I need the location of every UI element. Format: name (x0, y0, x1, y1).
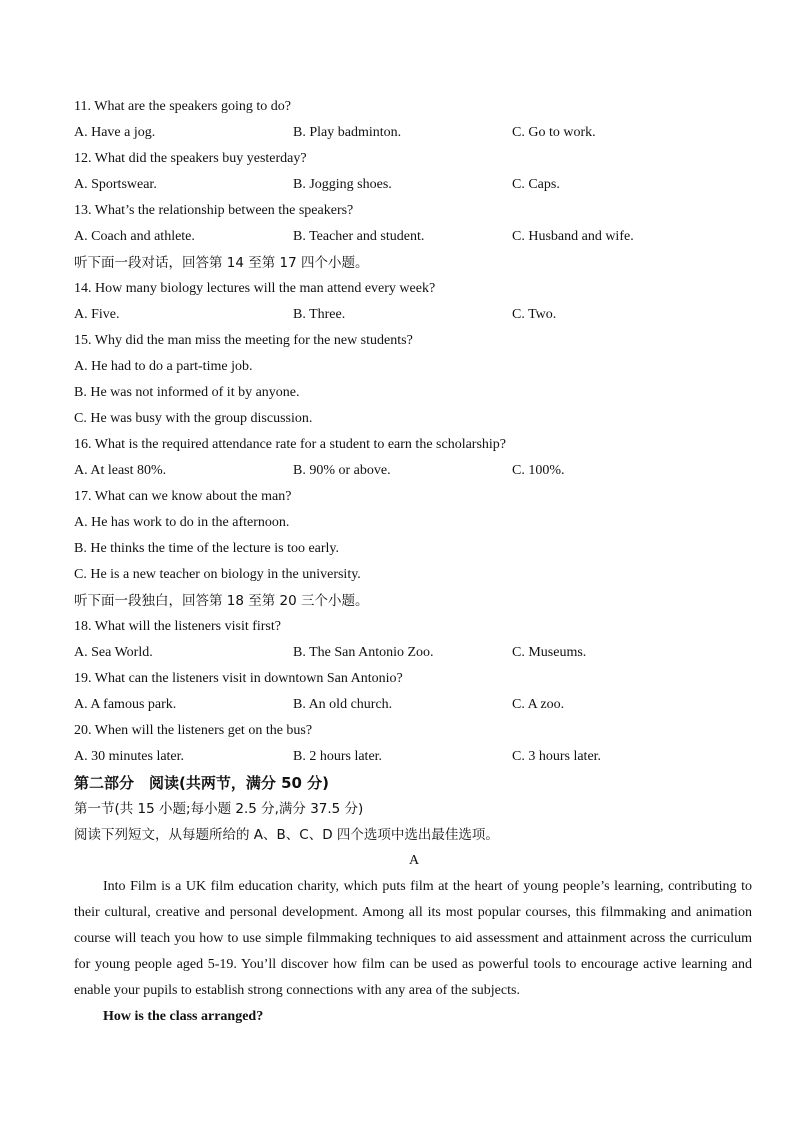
option-a: A. Coach and athlete. (74, 229, 195, 244)
question-12-options (74, 175, 754, 195)
question-13-options (74, 227, 754, 247)
option-a: A. Have a jog. (74, 125, 156, 140)
question-14: 14. How many biology lectures will the man attend every week? (74, 281, 436, 296)
section-one-title: 第一节(共 15 小题;每小题 2.5 分,满分 37.5 分) (74, 801, 364, 817)
option-b: B. He thinks the time of the lecture is too early. (74, 541, 340, 556)
option-b: B. Three. (293, 307, 346, 322)
option-b: B. 90% or above. (293, 463, 391, 478)
option-c: C. Husband and wife. (512, 229, 634, 244)
option-c: C. He is a new teacher on biology in the university. (74, 567, 361, 582)
question-19: 19. What can the listeners visit in downtown San Antonio? (74, 671, 403, 686)
option-b: B. Teacher and student. (293, 229, 425, 244)
option-c: C. Go to work. (512, 125, 596, 140)
option-c: C. 3 hours later. (512, 749, 602, 764)
question-15: 15. Why did the man miss the meeting for the new students? (74, 333, 413, 348)
option-c: C. 100%. (512, 463, 565, 478)
reading-instruction: 阅读下列短文，从每题所给的 A、B、C、D 四个选项中选出最佳选项。 (74, 827, 499, 843)
option-a: A. At least 80%. (74, 463, 167, 478)
question-20: 20. When will the listeners get on the bus? (74, 723, 313, 738)
option-c: C. Two. (512, 307, 557, 322)
option-b: B. The San Antonio Zoo. (293, 645, 434, 660)
option-a: A. Five. (74, 307, 120, 322)
option-a: A. Sportswear. (74, 177, 157, 192)
option-c: C. He was busy with the group discussion. (74, 411, 313, 426)
question-18-options (74, 643, 754, 663)
passage-subheading: How is the class arranged? (103, 1009, 264, 1024)
option-b: B. He was not informed of it by anyone. (74, 385, 300, 400)
option-b: B. Jogging shoes. (293, 177, 392, 192)
question-12: 12. What did the speakers buy yesterday? (74, 151, 307, 166)
passage-label: A (408, 853, 420, 868)
question-20-options (74, 747, 754, 767)
question-16: 16. What is the required attendance rate for a student to earn the scholarship? (74, 437, 507, 452)
option-a: A. 30 minutes later. (74, 749, 185, 764)
question-18: 18. What will the listeners visit first? (74, 619, 281, 634)
option-c: C. A zoo. (512, 697, 565, 712)
passage-paragraph: Into Film is a UK film education charity, which puts film at the heart of young people’s learning, contributing to their cultural, creative and personal development. Among all its most popular courses, this filmmaking and animation course will teach you how to use simple filmmaking techniques to aid assessment and attainment across the curriculum for young people aged 5-19. You’ll discover how film can be used as powerful tools to encourage active learning and enable your pupils to establish strong connections with any area of the subjects. (74, 879, 752, 998)
question-13: 13. What’s the relationship between the speakers? (74, 203, 354, 218)
instruction-14-17: 听下面一段对话，回答第 14 至第 17 四个小题。 (74, 255, 369, 271)
option-c: C. Museums. (512, 645, 587, 660)
question-17: 17. What can we know about the man? (74, 489, 292, 504)
instruction-18-20: 听下面一段独白，回答第 18 至第 20 三个小题。 (74, 593, 369, 609)
option-a: A. He had to do a part-time job. (74, 359, 253, 374)
question-11-options (74, 123, 754, 143)
option-c: C. Caps. (512, 177, 560, 192)
question-16-options (74, 461, 754, 481)
option-b: B. 2 hours later. (293, 749, 383, 764)
question-19-options (74, 695, 754, 715)
option-a: A. A famous park. (74, 697, 177, 712)
question-14-options (74, 305, 754, 325)
part-two-title: 第二部分 阅读(共两节，满分 50 分) (74, 774, 330, 792)
option-a: A. Sea World. (74, 645, 153, 660)
question-11: 11. What are the speakers going to do? (74, 99, 291, 114)
option-b: B. An old church. (293, 697, 393, 712)
option-b: B. Play badminton. (293, 125, 402, 140)
option-a: A. He has work to do in the afternoon. (74, 515, 290, 530)
